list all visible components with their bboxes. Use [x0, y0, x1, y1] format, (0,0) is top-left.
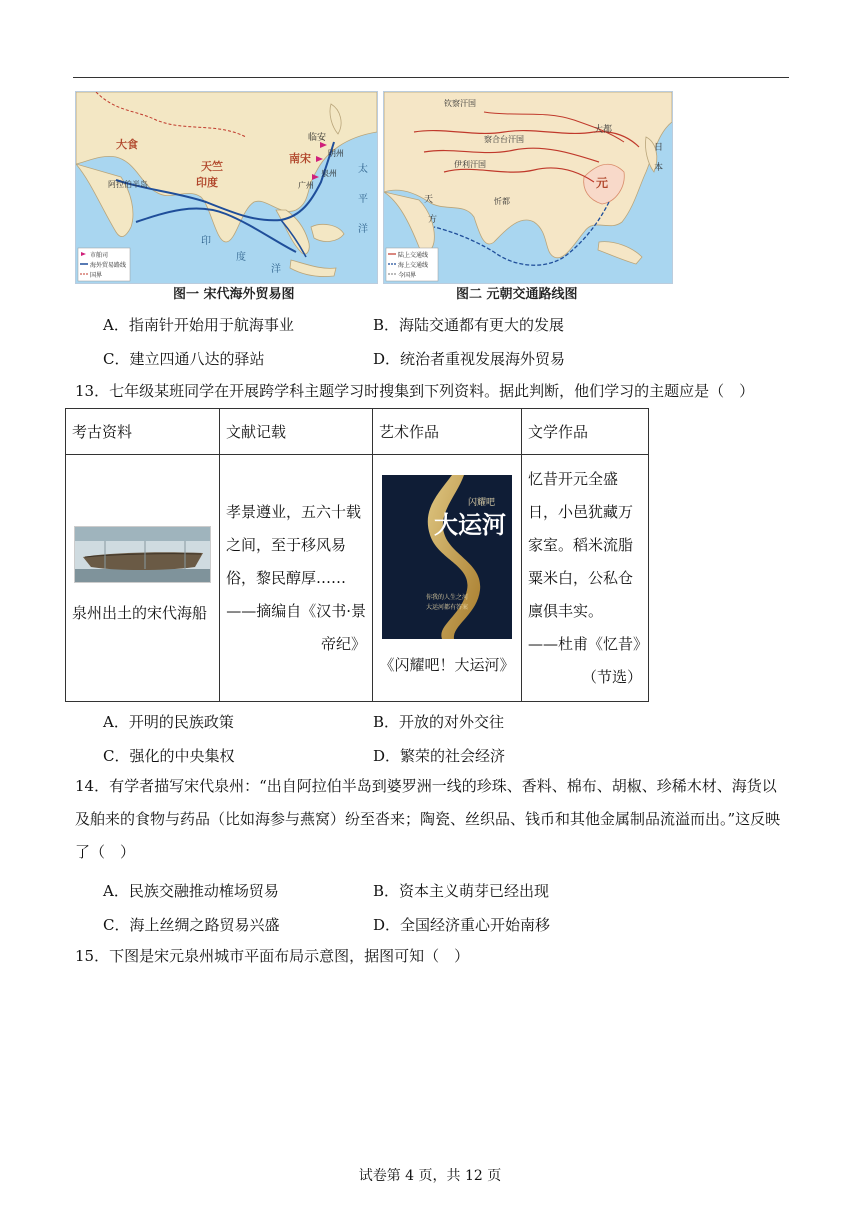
svg-text:洋: 洋 — [271, 264, 281, 275]
svg-text:海上交通线: 海上交通线 — [398, 262, 429, 269]
svg-text:泉州: 泉州 — [321, 169, 337, 178]
poem-text: 忆昔开元全盛日，小邑犹藏万家室。稻米流脂粟米白，公私仓廪俱丰实。 — [528, 469, 634, 620]
svg-text:临安: 临安 — [308, 133, 327, 143]
q13-stem: 13．七年级某班同学在开展跨学科主题学习时搜集到下列资料。据此判断，他们学习的主题应是（ ） — [75, 382, 755, 400]
svg-text:忻都: 忻都 — [494, 197, 510, 206]
art-title: 《闪耀吧！大运河》 — [379, 655, 515, 674]
art-cell — [373, 455, 522, 702]
q14-option-a[interactable]: A．民族交融推动榷场贸易 — [103, 882, 279, 900]
poem-source: ——杜甫《忆昔》 — [528, 634, 649, 653]
header-archaeology: 考古资料 — [66, 409, 220, 455]
q13-option-c[interactable]: C．强化的中央集权 — [103, 747, 235, 765]
header-documents: 文献记载 — [220, 409, 373, 455]
svg-text:日: 日 — [654, 143, 664, 153]
svg-text:广州: 广州 — [298, 181, 314, 190]
document-source: ——摘编自《汉书·景帝纪》 — [226, 601, 366, 653]
svg-text:国界: 国界 — [90, 272, 103, 279]
document-cell — [220, 455, 373, 702]
poster-line-1: 你我的人生之河 — [425, 593, 469, 601]
archaeology-text: 泉州出土的宋代海船 — [72, 604, 208, 622]
map2-caption: 图二 元朝交通路线图 — [456, 287, 578, 302]
svg-text:大都: 大都 — [594, 125, 613, 135]
archaeology-cell — [66, 455, 220, 702]
svg-text:印度: 印度 — [196, 176, 218, 189]
svg-text:洋: 洋 — [358, 224, 368, 235]
svg-text:度: 度 — [236, 252, 246, 263]
q14-option-c[interactable]: C．海上丝绸之路贸易兴盛 — [103, 916, 280, 934]
svg-text:本: 本 — [654, 163, 664, 173]
q13-source-table — [65, 408, 649, 702]
svg-text:察合台汗国: 察合台汗国 — [484, 135, 524, 144]
header-literature: 文学作品 — [522, 409, 649, 455]
song-trade-map-image — [76, 92, 377, 283]
svg-text:伊利汗国: 伊利汗国 — [454, 160, 486, 169]
q13-option-b[interactable]: B．开放的对外交往 — [373, 713, 505, 731]
q12-option-c[interactable]: C．建立四通八达的驿站 — [103, 350, 265, 368]
svg-text:平: 平 — [358, 194, 368, 205]
document-text: 孝景遵业，五六十载之间，至于移风易俗，黎民醇厚…… — [226, 502, 362, 587]
song-trade-map — [75, 91, 378, 284]
svg-text:海外贸易路线: 海外贸易路线 — [90, 262, 127, 269]
yuan-route-map — [383, 91, 673, 284]
literature-cell — [522, 455, 649, 702]
q12-option-a[interactable]: A．指南针开始用于航海事业 — [103, 316, 294, 334]
svg-text:明州: 明州 — [328, 149, 344, 158]
svg-text:元: 元 — [596, 176, 609, 190]
song-ship-photo — [74, 526, 211, 583]
svg-text:阿拉伯半岛: 阿拉伯半岛 — [108, 180, 148, 189]
svg-text:太: 太 — [358, 164, 368, 175]
map-figures — [75, 91, 675, 301]
svg-text:天竺: 天竺 — [201, 160, 223, 173]
q12-option-d[interactable]: D．统治者重视发展海外贸易 — [373, 350, 566, 368]
q14-option-b[interactable]: B．资本主义萌芽已经出现 — [373, 882, 550, 900]
svg-text:方: 方 — [428, 215, 438, 225]
svg-text:南宋: 南宋 — [289, 152, 311, 165]
poster-small-title: 闪耀吧 — [468, 497, 496, 508]
svg-text:大食: 大食 — [116, 138, 138, 151]
poem-note: （节选） — [581, 667, 642, 686]
yuan-route-map-image — [384, 92, 672, 283]
q13-option-d[interactable]: D．繁荣的社会经济 — [373, 747, 506, 765]
svg-text:钦察汗国: 钦察汗国 — [444, 99, 476, 108]
page-footer: 试卷第 4 页，共 12 页 — [358, 1168, 502, 1184]
poster-title: 大运河 — [434, 509, 506, 539]
header-art: 艺术作品 — [373, 409, 522, 455]
svg-text:陆上交通线: 陆上交通线 — [398, 252, 429, 259]
svg-text:市舶司: 市舶司 — [90, 252, 109, 259]
map1-caption: 图一 宋代海外贸易图 — [173, 287, 295, 302]
q14-stem: 14．有学者描写宋代泉州：“出自阿拉伯半岛到婆罗洲一线的珍珠、香料、棉布、胡椒、珍稀木材、海货以及舶来的食物与药品（比如海参与燕窝）纷至沓来；陶瓷、丝织品、钱币和其他金属制品流溢而出。”这反映了（ ） — [75, 777, 781, 861]
grand-canal-poster — [382, 475, 512, 639]
q12-option-b[interactable]: B．海陆交通都有更大的发展 — [373, 316, 565, 334]
svg-text:天: 天 — [424, 195, 434, 205]
q13-option-a[interactable]: A．开明的民族政策 — [103, 713, 234, 731]
header-rule — [73, 77, 789, 78]
q14-option-d[interactable]: D．全国经济重心开始南移 — [373, 916, 551, 934]
poster-line-2: 大运河都有答案 — [425, 603, 469, 611]
svg-text:今国界: 今国界 — [398, 272, 417, 279]
q15-stem: 15．下图是宋元泉州城市平面布局示意图，据图可知（ ） — [75, 947, 470, 965]
svg-text:印: 印 — [201, 236, 211, 247]
